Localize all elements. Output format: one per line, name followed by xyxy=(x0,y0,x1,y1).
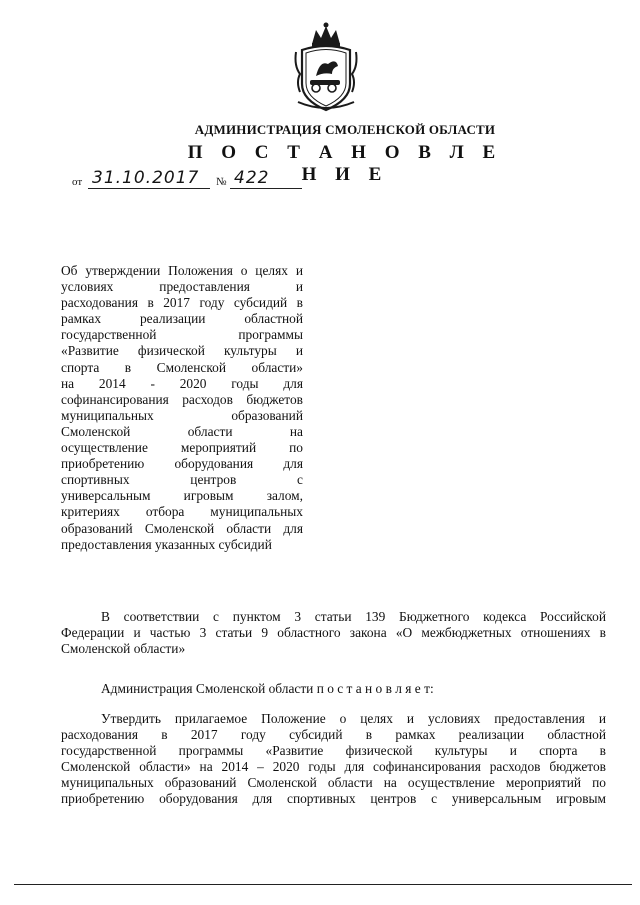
subject-line: муниципальных образований xyxy=(61,407,303,423)
subject-line: условиях предоставления и xyxy=(61,279,303,295)
body-paragraph-resolves xyxy=(61,681,606,697)
subject-line: Смоленской области на xyxy=(61,423,303,439)
subject-line: осуществление мероприятий по xyxy=(61,440,303,456)
paragraph-line: муниципальных образований Смоленской области на осуществление мероприятий по xyxy=(61,775,606,791)
subject-line: критериях отбора муниципальных xyxy=(61,504,303,520)
date-label: от xyxy=(72,176,83,188)
subject-line: «Развитие физической культуры и xyxy=(61,343,303,359)
subject-line: образований Смоленской области для xyxy=(61,520,303,536)
paragraph-line: приобретению оборудования для спортивных центров с универсальным игровым xyxy=(61,791,606,807)
subject-line: универсальным игровым залом, xyxy=(61,488,303,504)
subject-line: спорта в Смоленской области» xyxy=(61,359,303,375)
subject-line: софинансирования расходов бюджетов xyxy=(61,391,303,407)
subject-line: государственной программы xyxy=(61,327,303,343)
body-paragraph-legal-basis xyxy=(61,609,606,657)
paragraph-line: Смоленской области» xyxy=(61,641,186,657)
smolensk-coat-of-arms-icon xyxy=(292,22,360,114)
paragraph-line: государственной программы «Развитие физической культуры и спорта в xyxy=(61,743,606,759)
document-type-title: П О С Т А Н О В Л Е Н И Е xyxy=(187,142,503,185)
paragraph-line: Утвердить прилагаемое Положение о целях и условиях предоставления и xyxy=(101,711,606,726)
subject-line: приобретению оборудования для xyxy=(61,456,303,472)
paragraph-line: расходования в 2017 году субсидий в рамках реализации областной xyxy=(61,727,606,743)
body-paragraph-approve xyxy=(61,711,606,808)
paragraph-line: В соответствии с пунктом 3 статьи 139 Бюджетного кодекса Российской xyxy=(101,609,606,624)
subject-line: Об утверждении Положения о целях и xyxy=(61,263,303,278)
number-label: № xyxy=(216,176,227,188)
page-bottom-rule xyxy=(14,884,632,885)
organization-title: АДМИНИСТРАЦИЯ СМОЛЕНСКОЙ ОБЛАСТИ xyxy=(194,122,496,137)
subject-line: предоставления указанных субсидий xyxy=(61,536,272,552)
paragraph-line: Администрация Смоленской области п о с т а н о в л я е т: xyxy=(101,681,434,696)
date-underline xyxy=(88,188,210,189)
subject-line: расходования в 2017 году субсидий в xyxy=(61,295,303,311)
document-subject xyxy=(61,263,303,553)
number-underline xyxy=(230,188,302,189)
number-value: 422 xyxy=(234,168,270,188)
subject-line: рамках реализации областной xyxy=(61,311,303,327)
subject-line: на 2014 - 2020 годы для xyxy=(61,375,303,391)
paragraph-line: Федерации и частью 3 статьи 9 областного закона «О межбюджетных отношениях в xyxy=(61,625,606,641)
paragraph-line: Смоленской области» на 2014 – 2020 годы для софинансирования расходов бюджетов xyxy=(61,759,606,775)
date-value: 31.10.2017 xyxy=(92,168,200,188)
subject-line: спортивных центров с xyxy=(61,472,303,488)
